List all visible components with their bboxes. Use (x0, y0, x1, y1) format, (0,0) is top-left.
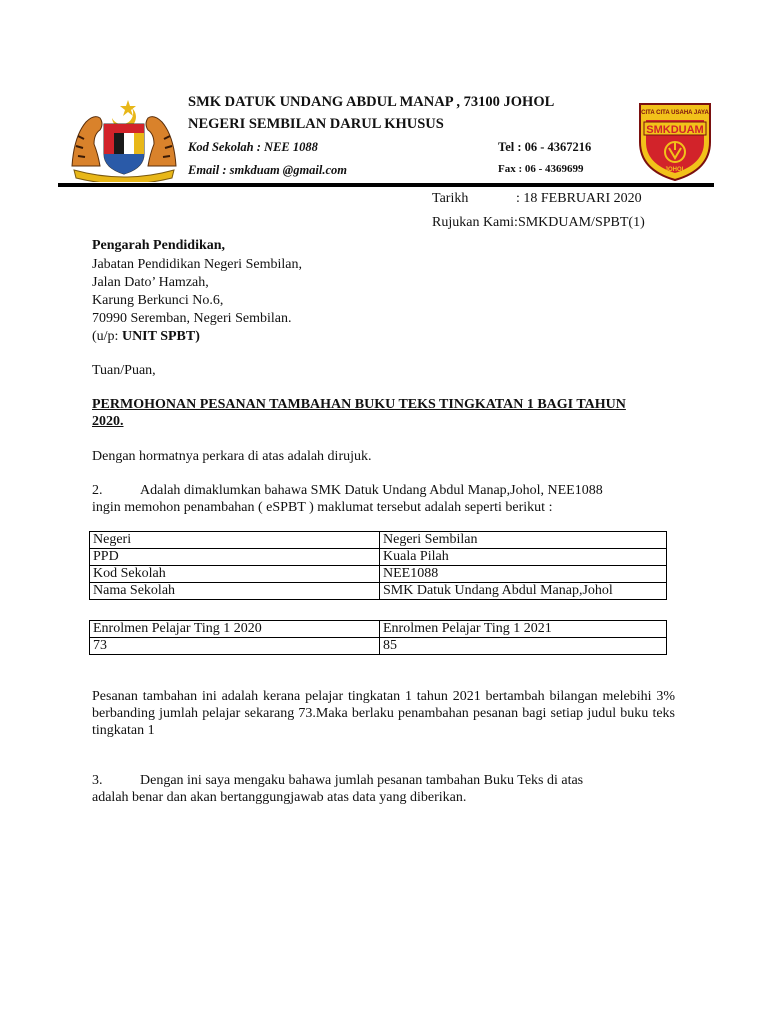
reference-value: SMKDUAM/SPBT(1) (517, 215, 645, 230)
school-info-table (89, 531, 667, 600)
table-cell: NEE1088 (380, 566, 667, 583)
table-row (90, 638, 667, 655)
state-line: NEGERI SEMBILAN DARUL KHUSUS (188, 116, 444, 132)
school-code-line: Kod Sekolah : NEE 1088 (188, 140, 318, 154)
table-cell: Enrolmen Pelajar Ting 1 2021 (380, 621, 667, 638)
paragraph-3-number: 3. (92, 773, 103, 788)
salutation: Tuan/Puan, (92, 363, 156, 378)
reference-line (432, 214, 645, 231)
letterhead-rule (58, 183, 714, 187)
fax-line: Fax : 06 - 4369699 (498, 163, 584, 175)
recipient-name: Pengarah Pendidikan, (92, 238, 226, 253)
svg-text:CITA CITA USAHA JAYA: CITA CITA USAHA JAYA (641, 110, 709, 116)
table-cell: PPD (90, 549, 380, 566)
table-cell: Negeri Sembilan (380, 532, 667, 549)
paragraph-3-first-line: Dengan ini saya mengaku bahawa jumlah pesanan tambahan Buku Teks di atas (140, 773, 584, 788)
table-row (90, 549, 667, 566)
table-cell: SMK Datuk Undang Abdul Manap,Johol (380, 583, 667, 600)
tel-line: Tel : 06 - 4367216 (498, 140, 592, 154)
subject-line-2: 2020. (92, 414, 124, 429)
recipient-attention (92, 328, 200, 345)
paragraph-2-rest: ingin memohon penambahan ( eSPBT ) maklumat tersebut adalah seperti berikut : (92, 500, 553, 515)
svg-text:JOHOL: JOHOL (664, 167, 686, 173)
recipient-address-3: Karung Berkunci No.6, (92, 293, 224, 308)
paragraph-2-first-line: Adalah dimaklumkan bahawa SMK Datuk Undang Abdul Manap,Johol, NEE1088 (140, 483, 603, 498)
table-cell: Kuala Pilah (380, 549, 667, 566)
attention-prefix: (u/p: (92, 329, 122, 344)
table-cell: Negeri (90, 532, 380, 549)
table-row (90, 532, 667, 549)
table-cell: Nama Sekolah (90, 583, 380, 600)
svg-text:SMKDUAM: SMKDUAM (646, 124, 704, 136)
recipient-address-1: Jabatan Pendidikan Negeri Sembilan, (92, 257, 302, 272)
paragraph-3-rest: adalah benar dan akan bertanggungjawab atas data yang diberikan. (92, 790, 467, 805)
table-row (90, 583, 667, 600)
table-row (90, 566, 667, 583)
table-cell: 73 (90, 638, 380, 655)
table-row (90, 621, 667, 638)
table-cell: 85 (380, 638, 667, 655)
date-label: Tarikh (432, 191, 469, 206)
paragraph-additional: Pesanan tambahan ini adalah kerana pelajar tingkatan 1 tahun 2021 bertambah bilangan melebihi 3% berbanding jumlah pelajar sekarang 73.Maka berlaku penambahan pesanan bagi setiap judul buku teks tingkatan 1 (92, 689, 675, 738)
state-crest (64, 96, 184, 182)
table-cell: Enrolmen Pelajar Ting 1 2020 (90, 621, 380, 638)
attention-unit: UNIT SPBT) (121, 329, 200, 344)
date-value: : 18 FEBRUARI 2020 (516, 191, 642, 206)
paragraph-1: Dengan hormatnya perkara di atas adalah dirujuk. (92, 449, 372, 464)
recipient-address-4: 70990 Seremban, Negeri Sembilan. (92, 311, 292, 326)
reference-label: Rujukan Kami: (432, 215, 518, 230)
email-line: Email : smkduam @gmail.com (188, 163, 348, 177)
school-name-line: SMK DATUK UNDANG ABDUL MANAP , 73100 JOHOL (188, 94, 555, 110)
recipient-address-2: Jalan Dato’ Hamzah, (92, 275, 209, 290)
subject-line-1: PERMOHONAN PESANAN TAMBAHAN BUKU TEKS TINGKATAN 1 BAGI TAHUN (92, 397, 626, 412)
table-cell: Kod Sekolah (90, 566, 380, 583)
enrolment-table (89, 620, 667, 655)
school-badge (636, 98, 714, 182)
paragraph-2-number: 2. (92, 483, 103, 498)
